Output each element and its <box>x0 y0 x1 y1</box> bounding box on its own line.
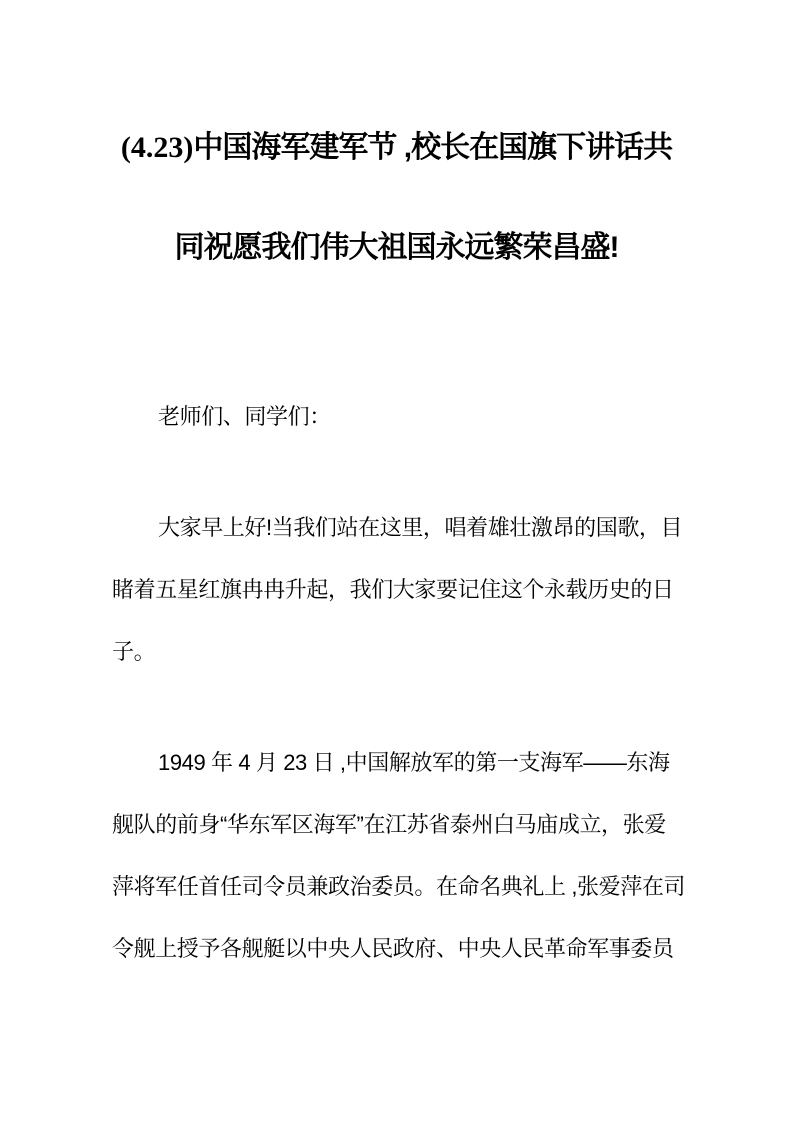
paragraph-salutation <box>112 386 681 448</box>
paragraph-greeting <box>112 497 681 683</box>
paragraph-history-line-4: 令舰上授予各舰艇以中央人民政府、中央人民革命军事委员 <box>112 936 674 961</box>
document-body <box>112 386 686 980</box>
paragraph-greeting-line-2: 睹着五星红旗冉冉升起，我们大家要记住这个永载历史的日 <box>112 577 674 602</box>
title-line-1 <box>0 98 793 198</box>
paragraph-history <box>112 732 686 980</box>
paragraph-greeting-line-1: 大家早上好!当我们站在这里，唱着雄壮激昂的国歌，目 <box>158 515 683 540</box>
document-title <box>0 98 793 298</box>
title-date-prefix: (4.23) <box>120 131 194 164</box>
paragraph-greeting-line-3: 子。 <box>112 639 156 664</box>
paragraph-history-line-3: 萍将军任首任司令员兼政治委员。在命名典礼上 ,张爱萍在司 <box>112 874 686 899</box>
salutation-line: 老师们、同学们： <box>158 404 331 429</box>
paragraph-history-line-1: 1949 年 4 月 23 日 ,中国解放军的第一支海军——东海 <box>158 750 670 775</box>
title-line-2: 同祝愿我们伟大祖国永远繁荣昌盛! <box>174 231 619 264</box>
title-line-1-text: 中国海军建军节 ,校长在国旗下讲话共 <box>193 131 673 164</box>
paragraph-history-line-2: 舰队的前身“华东军区海军”在江苏省泰州白马庙成立，张爱 <box>112 812 666 837</box>
